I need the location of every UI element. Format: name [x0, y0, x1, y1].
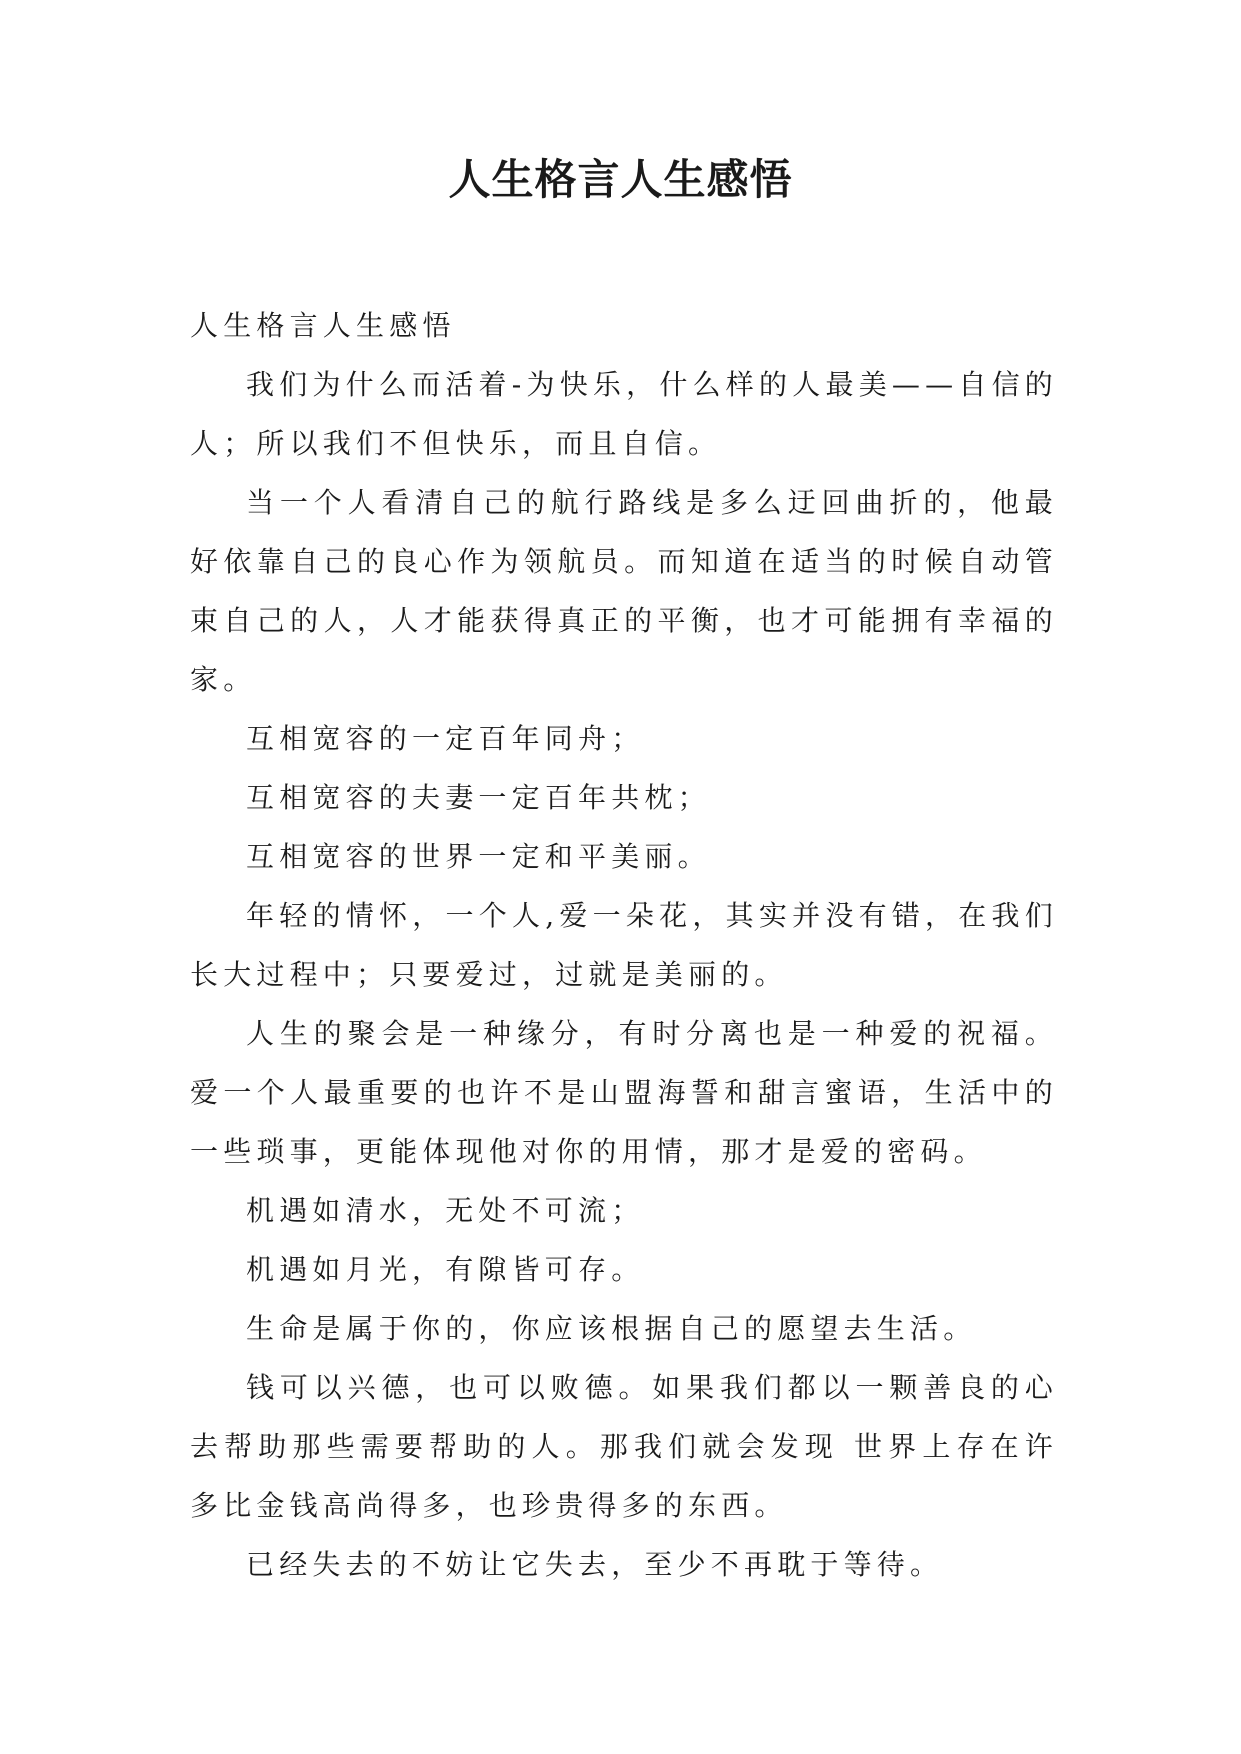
document-body — [190, 296, 1058, 1594]
paragraph: 钱可以兴德，也可以败德。如果我们都以一颗善良的心去帮助那些需要帮助的人。那我们就会发现 世界上存在许多比金钱高尚得多，也珍贵得多的东西。 — [190, 1371, 1058, 1522]
paragraph: 我们为什么而活着-为快乐，什么样的人最美——自信的人；所以我们不但快乐，而且自信。 — [190, 368, 1058, 460]
paragraph: 已经失去的不妨让它失去，至少不再耽于等待。 — [246, 1548, 944, 1581]
paragraph: 当一个人看清自己的航行路线是多么迂回曲折的，他最好依靠自己的良心作为领航员。而知道在适当的时候自动管束自己的人，人才能获得真正的平衡，也才可能拥有幸福的家。 — [190, 486, 1058, 696]
paragraph: 机遇如清水，无处不可流； — [246, 1194, 645, 1227]
paragraph: 机遇如月光，有隙皆可存。 — [246, 1253, 645, 1286]
paragraph: 年轻的情怀，一个人,爱一朵花，其实并没有错，在我们长大过程中；只要爱过，过就是美丽的。 — [190, 899, 1058, 991]
paragraph: 互相宽容的夫妻一定百年共枕； — [246, 781, 711, 814]
paragraph: 互相宽容的世界一定和平美丽。 — [246, 840, 711, 873]
paragraph: 生命是属于你的，你应该根据自己的愿望去生活。 — [246, 1312, 977, 1345]
paragraph: 互相宽容的一定百年同舟； — [246, 722, 645, 755]
paragraph: 人生的聚会是一种缘分，有时分离也是一种爱的祝福。爱一个人最重要的也许不是山盟海誓和甜言蜜语，生活中的一些琐事，更能体现他对你的用情，那才是爱的密码。 — [190, 1017, 1058, 1168]
document-subtitle: 人生格言人生感悟 — [190, 309, 456, 342]
document-title: 人生格言人生感悟 — [448, 155, 793, 204]
